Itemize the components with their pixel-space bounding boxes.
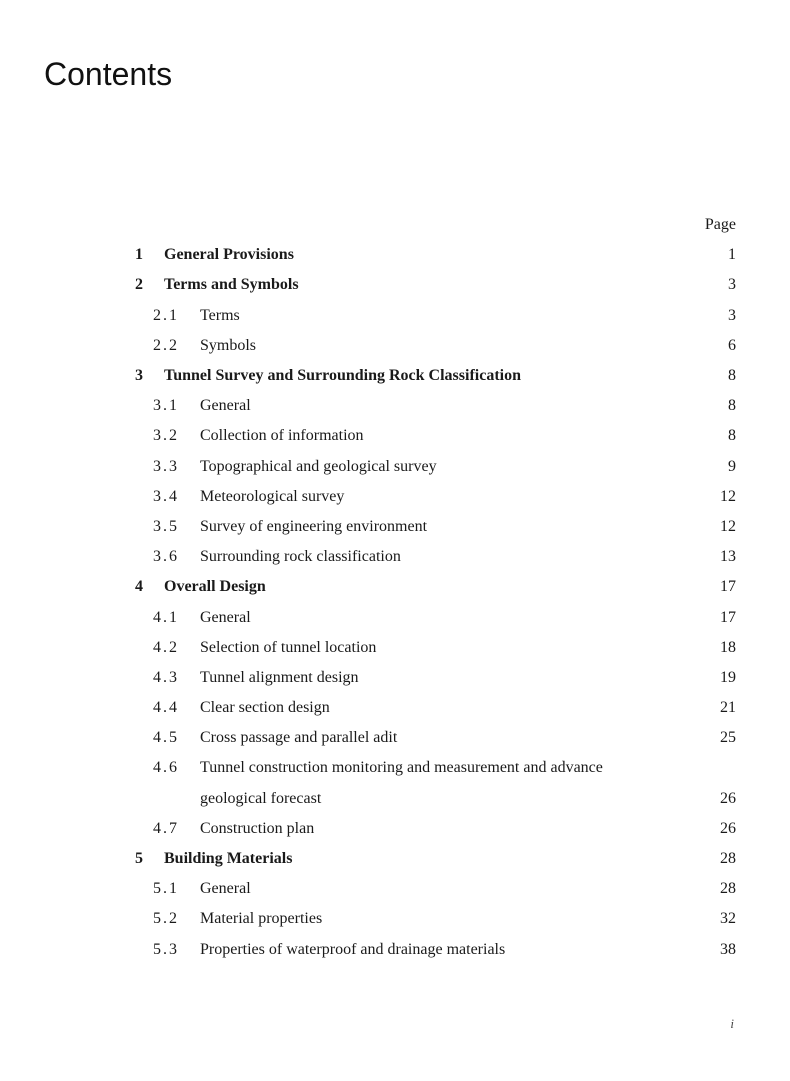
- page-title: Contents: [44, 56, 173, 92]
- page-folio: i: [730, 1016, 734, 1031]
- entry-number: 5: [135, 850, 143, 868]
- entry-number: 4.5: [153, 729, 179, 747]
- entry-page: 3: [728, 306, 736, 324]
- entry-title: Material properties: [200, 910, 323, 928]
- entry-page: 1: [728, 246, 736, 264]
- entry-title: Building Materials: [164, 850, 293, 868]
- entry-page: 28: [720, 850, 736, 868]
- entry-number: 4.7: [153, 819, 179, 837]
- entry-number: 2.2: [153, 336, 179, 354]
- entry-title: Terms: [200, 306, 240, 324]
- entry-page: 17: [720, 578, 736, 596]
- toc-entry: [0, 814, 790, 844]
- entry-page: 19: [720, 668, 736, 686]
- entry-page: 28: [720, 880, 736, 898]
- entry-title: geological forecast: [200, 789, 322, 807]
- entry-title: Properties of waterproof and drainage materials: [200, 940, 506, 958]
- entry-title: Tunnel alignment design: [200, 668, 359, 686]
- toc-entry: [0, 602, 790, 632]
- toc-entry: [0, 633, 790, 663]
- entry-title: Symbols: [200, 336, 257, 354]
- entry-number: 2.1: [153, 306, 179, 324]
- entry-title: Construction plan: [200, 819, 315, 837]
- toc-entry: [0, 874, 790, 904]
- toc-entry: [0, 301, 790, 331]
- entry-number: 3.3: [153, 457, 179, 475]
- entry-page: 32: [720, 910, 736, 928]
- toc-entry-continuation: [0, 784, 790, 814]
- entry-number: 3: [135, 367, 143, 385]
- entry-title: General Provisions: [164, 246, 294, 264]
- entry-number: 4: [135, 578, 143, 596]
- entry-title: Clear section design: [200, 699, 330, 717]
- entry-title: Cross passage and parallel adit: [200, 729, 398, 747]
- toc-entry: [0, 935, 790, 965]
- entry-page: 17: [720, 608, 736, 626]
- toc-entry: [0, 270, 790, 300]
- entry-page: 26: [720, 789, 736, 807]
- entry-number: 3.1: [153, 397, 179, 415]
- entry-number: 4.2: [153, 638, 179, 656]
- toc-entry: [0, 844, 790, 874]
- toc-entry: [0, 723, 790, 753]
- entry-page: 8: [728, 427, 736, 445]
- entry-number: 1: [135, 246, 143, 264]
- toc-entry: [0, 663, 790, 693]
- entry-number: 3.5: [153, 517, 179, 535]
- entry-page: 9: [728, 457, 736, 475]
- toc-entry: [0, 753, 790, 783]
- entry-number: 4.6: [153, 759, 179, 777]
- entry-title: Tunnel Survey and Surrounding Rock Classification: [164, 367, 521, 385]
- entry-title: General: [200, 397, 251, 415]
- entry-title: Meteorological survey: [200, 487, 345, 505]
- entry-number: 4.1: [153, 608, 179, 626]
- entry-page: 18: [720, 638, 736, 656]
- entry-number: 3.2: [153, 427, 179, 445]
- toc-entry: [0, 361, 790, 391]
- entry-title: Selection of tunnel location: [200, 638, 377, 656]
- entry-page: 8: [728, 397, 736, 415]
- entry-number: 4.4: [153, 699, 179, 717]
- toc-entry: [0, 693, 790, 723]
- entry-number: 2: [135, 276, 143, 294]
- toc-entry: [0, 482, 790, 512]
- toc-entry: [0, 542, 790, 572]
- toc-entry: [0, 904, 790, 934]
- entry-title: Topographical and geological survey: [200, 457, 437, 475]
- entry-title: Terms and Symbols: [164, 276, 299, 294]
- entry-page: 25: [720, 729, 736, 747]
- entry-page: 12: [720, 517, 736, 535]
- toc-header-row: [0, 210, 790, 240]
- toc-entry: [0, 391, 790, 421]
- table-of-contents: [0, 210, 790, 965]
- entry-title: General: [200, 608, 251, 626]
- entry-title: General: [200, 880, 251, 898]
- entry-page: 6: [728, 336, 736, 354]
- entry-number: 5.2: [153, 910, 179, 928]
- page-column-header: Page: [704, 216, 736, 234]
- toc-entry: [0, 240, 790, 270]
- entry-title: Survey of engineering environment: [200, 517, 428, 535]
- entry-title: Surrounding rock classification: [200, 548, 401, 566]
- entry-number: 5.1: [153, 880, 179, 898]
- entry-title: Collection of information: [200, 427, 364, 445]
- entry-title: Overall Design: [164, 578, 266, 596]
- entry-page: 3: [728, 276, 736, 294]
- entry-page: 8: [728, 367, 736, 385]
- entry-page: 12: [720, 487, 736, 505]
- entry-title: Tunnel construction monitoring and measurement and advance: [200, 759, 603, 777]
- toc-entry: [0, 572, 790, 602]
- entry-page: 21: [720, 699, 736, 717]
- entry-number: 3.6: [153, 548, 179, 566]
- toc-entry: [0, 512, 790, 542]
- toc-entry: [0, 452, 790, 482]
- entry-number: 3.4: [153, 487, 179, 505]
- entry-page: 13: [720, 548, 736, 566]
- toc-entry: [0, 421, 790, 451]
- entry-page: 38: [720, 940, 736, 958]
- entry-page: 26: [720, 819, 736, 837]
- toc-entry: [0, 331, 790, 361]
- entry-number: 4.3: [153, 668, 179, 686]
- entry-number: 5.3: [153, 940, 179, 958]
